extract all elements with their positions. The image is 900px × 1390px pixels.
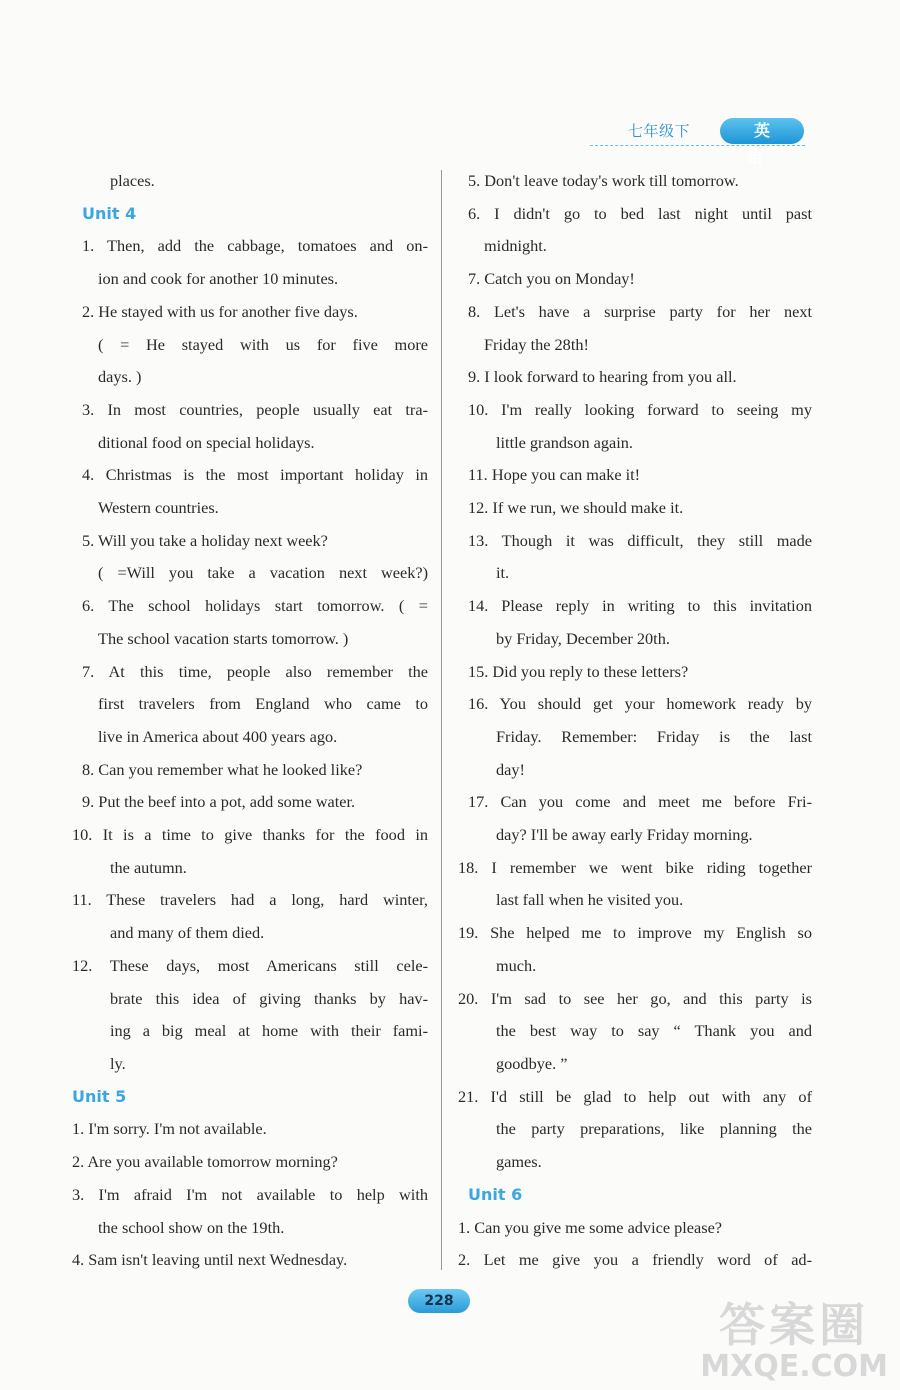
answer-line: the best way to say “ Thank you and bbox=[496, 1021, 812, 1041]
answer-line: day? I'll be away early Friday morning. bbox=[496, 825, 753, 845]
answer-line: 16. You should get your homework ready by bbox=[468, 694, 812, 714]
answer-line: 6. I didn't go to bed last night until past bbox=[468, 203, 812, 223]
answer-line: days. ) bbox=[98, 367, 142, 387]
answer-line: 5. Will you take a holiday next week? bbox=[82, 530, 328, 550]
answer-line: 7. Catch you on Monday! bbox=[468, 269, 635, 289]
answer-line: games. bbox=[496, 1152, 542, 1172]
answer-line: 1. I'm sorry. I'm not available. bbox=[72, 1119, 267, 1139]
unit-heading: Unit 5 bbox=[72, 1086, 127, 1106]
answer-line: the autumn. bbox=[110, 857, 187, 877]
answer-line: ( =Will you take a vacation next week?) bbox=[98, 563, 428, 583]
answer-line: 7. At this time, people also remember the bbox=[82, 661, 428, 681]
answer-line: 4. Sam isn't leaving until next Wednesday. bbox=[72, 1250, 348, 1270]
answer-line: brate this idea of giving thanks by hav- bbox=[110, 988, 428, 1008]
answer-line: 4. Christmas is the most important holiday in bbox=[82, 465, 428, 485]
answer-line: first travelers from England who came to bbox=[98, 694, 428, 714]
answer-line: ditional food on special holidays. bbox=[98, 432, 315, 452]
answer-line: 13. Though it was difficult, they still made bbox=[468, 530, 812, 550]
answer-line: places. bbox=[110, 171, 155, 190]
answer-line: ly. bbox=[110, 1053, 126, 1073]
answer-line: ing a big meal at home with their fami- bbox=[110, 1021, 428, 1041]
answer-line: little grandson again. bbox=[496, 432, 633, 452]
answer-line: 3. In most countries, people usually eat tra- bbox=[82, 399, 428, 419]
answer-line: 5. Don't leave today's work till tomorrow. bbox=[468, 171, 739, 190]
answer-line: 2. Are you available tomorrow morning? bbox=[72, 1152, 338, 1172]
answer-line: 6. The school holidays start tomorrow. ( = bbox=[82, 596, 428, 616]
header-divider bbox=[590, 145, 805, 146]
answer-line: 1. Can you give me some advice please? bbox=[458, 1217, 723, 1237]
answer-line: the party preparations, like planning the bbox=[496, 1119, 812, 1139]
answer-line: the school show on the 19th. bbox=[98, 1217, 285, 1237]
answer-line: 12. These days, most Americans still cele- bbox=[72, 955, 428, 975]
answer-line: 19. She helped me to improve my English so bbox=[458, 923, 812, 943]
answer-line: Friday. Remember: Friday is the last bbox=[496, 726, 812, 746]
answer-line: 15. Did you reply to these letters? bbox=[468, 661, 689, 681]
answer-line: 8. Let's have a surprise party for her next bbox=[468, 301, 812, 321]
answer-line: ( = He stayed with us for five more bbox=[98, 334, 428, 354]
answer-line: The school vacation starts tomorrow. ) bbox=[98, 628, 349, 648]
answer-line: 2. Let me give you a friendly word of ad- bbox=[458, 1250, 812, 1270]
column-divider bbox=[441, 170, 442, 1270]
answer-line: last fall when he visited you. bbox=[496, 890, 684, 910]
answer-line: ion and cook for another 10 minutes. bbox=[98, 269, 339, 289]
answer-line: 11. Hope you can make it! bbox=[468, 465, 641, 485]
watermark-logo bbox=[700, 1300, 888, 1384]
answer-line: 8. Can you remember what he looked like? bbox=[82, 759, 363, 779]
answer-line: Western countries. bbox=[98, 498, 219, 518]
answer-line: much. bbox=[496, 955, 537, 975]
unit-heading: Unit 6 bbox=[468, 1184, 523, 1204]
answer-line: 10. It is a time to give thanks for the food in bbox=[72, 825, 428, 845]
answer-line: 12. If we run, we should make it. bbox=[468, 498, 684, 518]
page-header bbox=[590, 116, 810, 166]
answer-line: Friday the 28th! bbox=[484, 334, 589, 354]
answer-line: 17. Can you come and meet me before Fri- bbox=[468, 792, 812, 812]
answer-line: by Friday, December 20th. bbox=[496, 628, 670, 648]
answer-line: 9. I look forward to hearing from you all. bbox=[468, 367, 737, 387]
answer-line: 9. Put the beef into a pot, add some water. bbox=[82, 792, 356, 812]
answer-line: day! bbox=[496, 759, 525, 779]
unit-heading: Unit 4 bbox=[82, 203, 137, 223]
answer-line: 10. I'm really looking forward to seeing my bbox=[468, 399, 812, 419]
watermark-cn: 答案圈 bbox=[719, 1298, 870, 1352]
answer-line: 2. He stayed with us for another five days. bbox=[82, 301, 358, 321]
answer-line: midnight. bbox=[484, 236, 547, 256]
answer-line: and many of them died. bbox=[110, 923, 265, 943]
answer-line: 18. I remember we went bike riding together bbox=[458, 857, 812, 877]
right-column bbox=[458, 165, 812, 1277]
answer-line: 3. I'm afraid I'm not available to help with bbox=[72, 1184, 428, 1204]
answer-line: live in America about 400 years ago. bbox=[98, 726, 338, 746]
grade-label: 七年级下 bbox=[628, 122, 691, 140]
answer-line: 11. These travelers had a long, hard winter, bbox=[72, 890, 428, 910]
left-column bbox=[72, 165, 428, 1277]
page-number: 228 bbox=[408, 1289, 470, 1313]
answer-line: goodbye. ” bbox=[496, 1053, 568, 1073]
watermark-en: MXQE.COM bbox=[700, 1349, 888, 1384]
answer-line: it. bbox=[496, 563, 510, 583]
answer-line: 21. I'd still be glad to help out with any of bbox=[458, 1086, 812, 1106]
answer-line: 14. Please reply in writing to this invitation bbox=[468, 596, 812, 616]
answer-line: 1. Then, add the cabbage, tomatoes and on- bbox=[82, 236, 428, 256]
subject-badge: 英 语 bbox=[720, 118, 804, 144]
answer-line: 20. I'm sad to see her go, and this party is bbox=[458, 988, 812, 1008]
